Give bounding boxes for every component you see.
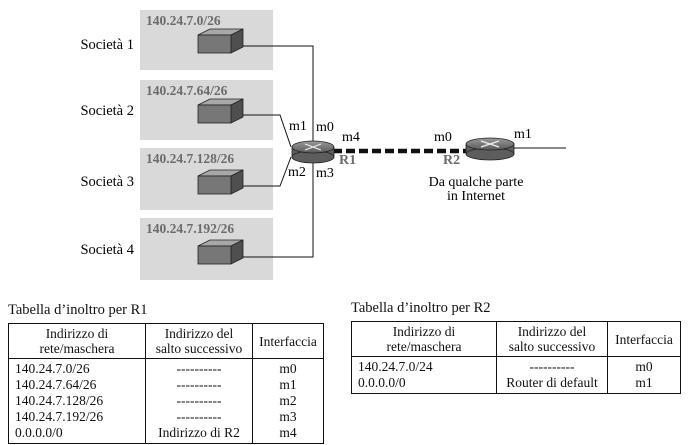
company-label-3: Società 3 bbox=[80, 174, 134, 190]
cell-network: 0.0.0.0/0 bbox=[9, 425, 146, 444]
cell-next-hop: ---------- bbox=[497, 357, 608, 376]
router-r1-icon bbox=[292, 141, 334, 163]
internet-label-line-1: Da qualche parte bbox=[428, 175, 524, 190]
cell-interface: m0 bbox=[253, 359, 324, 378]
header-line: Indirizzo di bbox=[392, 324, 456, 339]
header-line: salto successivo bbox=[155, 341, 243, 356]
table-r1-caption: Tabella d’inoltro per R1 bbox=[8, 302, 148, 318]
header-line: Interfaccia bbox=[259, 333, 317, 349]
device-company-1 bbox=[198, 29, 243, 53]
cell-next-hop: ---------- bbox=[146, 359, 253, 378]
table-row bbox=[9, 425, 324, 444]
subnet-label: 140.24.7.128/26 bbox=[146, 151, 235, 166]
table-row bbox=[352, 357, 681, 376]
header-next-hop bbox=[497, 322, 608, 357]
r1-port-m4: m4 bbox=[342, 130, 360, 145]
header-next-hop bbox=[146, 324, 253, 359]
cell-network: 140.24.7.128/26 bbox=[9, 393, 146, 409]
cell-network: 0.0.0.0/0 bbox=[352, 375, 497, 394]
cell-next-hop: ---------- bbox=[146, 393, 253, 409]
cell-next-hop: Indirizzo di R2 bbox=[146, 425, 253, 444]
table-r2-caption: Tabella d’inoltro per R2 bbox=[351, 300, 491, 316]
r1-port-m0: m0 bbox=[316, 120, 334, 135]
cell-interface: m1 bbox=[608, 375, 681, 394]
header-line: Indirizzo del bbox=[164, 326, 234, 341]
table-row bbox=[9, 409, 324, 425]
cell-interface: m0 bbox=[608, 357, 681, 376]
table-row bbox=[352, 375, 681, 394]
cell-interface: m4 bbox=[253, 425, 324, 444]
router-r1-label: R1 bbox=[339, 153, 357, 168]
header-line: Interfaccia bbox=[615, 331, 673, 347]
cell-next-hop: ---------- bbox=[146, 409, 253, 425]
table-row bbox=[9, 393, 324, 409]
table-header-row bbox=[352, 322, 681, 357]
company-label-1: Società 1 bbox=[80, 37, 134, 53]
forwarding-table-r1 bbox=[8, 302, 324, 444]
cell-interface: m2 bbox=[253, 393, 324, 409]
r2-port-m0: m0 bbox=[434, 130, 452, 145]
subnet-label: 140.24.7.64/26 bbox=[146, 83, 228, 98]
table-header-row bbox=[9, 324, 324, 359]
table-r2 bbox=[351, 321, 681, 394]
device-company-4 bbox=[198, 240, 243, 264]
device-company-2 bbox=[198, 99, 243, 123]
r1-port-m3: m3 bbox=[316, 166, 334, 181]
header-line: Indirizzo del bbox=[517, 324, 587, 339]
header-network-mask bbox=[9, 324, 146, 359]
r2-port-m1: m1 bbox=[514, 127, 532, 142]
table-row bbox=[9, 377, 324, 393]
header-line: Indirizzo di bbox=[45, 326, 109, 341]
cell-network: 140.24.7.0/26 bbox=[9, 359, 146, 378]
forwarding-table-r2 bbox=[351, 300, 681, 394]
r1-port-m2: m2 bbox=[288, 165, 306, 180]
subnet-label: 140.24.7.192/26 bbox=[146, 221, 235, 236]
company-label-4: Società 4 bbox=[80, 242, 134, 258]
router-r2-label: R2 bbox=[443, 153, 461, 168]
cell-next-hop: ---------- bbox=[146, 377, 253, 393]
cell-network: 140.24.7.0/24 bbox=[352, 357, 497, 376]
cell-network: 140.24.7.64/26 bbox=[9, 377, 146, 393]
subnet-label: 140.24.7.0/26 bbox=[146, 13, 221, 28]
internet-label-line-2: in Internet bbox=[447, 189, 505, 204]
table-r1 bbox=[8, 323, 324, 444]
device-company-3 bbox=[198, 170, 243, 194]
company-label-2: Società 2 bbox=[80, 103, 134, 119]
header-network-mask bbox=[352, 322, 497, 357]
table-row bbox=[9, 359, 324, 378]
cell-next-hop: Router di default bbox=[497, 375, 608, 394]
header-interface bbox=[608, 322, 681, 357]
cell-network: 140.24.7.192/26 bbox=[9, 409, 146, 425]
cell-interface: m1 bbox=[253, 377, 324, 393]
router-r2-icon bbox=[466, 138, 514, 160]
cell-interface: m3 bbox=[253, 409, 324, 425]
header-line: rete/maschera bbox=[386, 339, 462, 354]
header-interface bbox=[253, 324, 324, 359]
header-line: salto successivo bbox=[508, 339, 596, 354]
r1-port-m1: m1 bbox=[289, 119, 307, 134]
header-line: rete/maschera bbox=[39, 341, 115, 356]
